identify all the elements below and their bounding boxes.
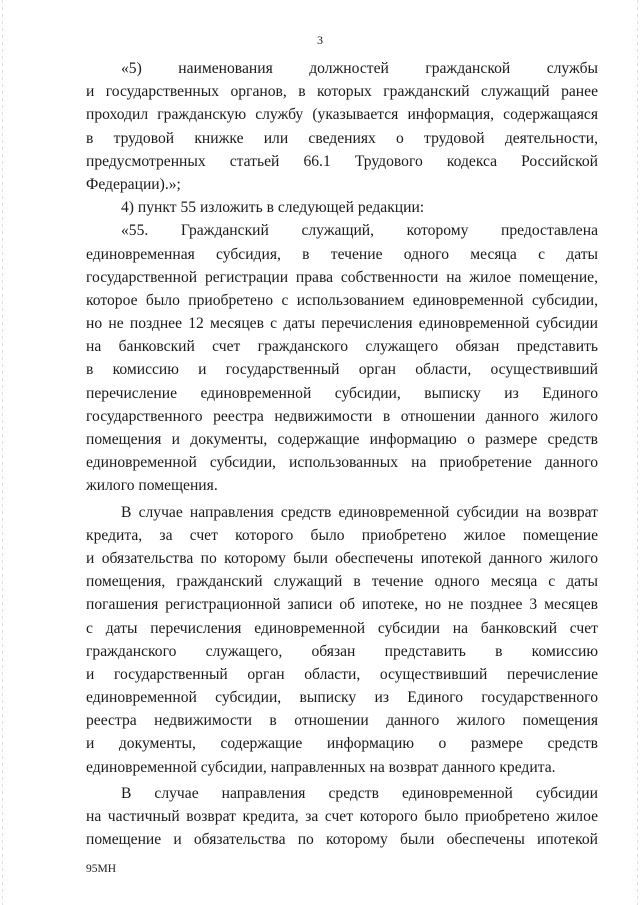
text-line: в трудовой книжке или сведениях о трудовой деятельности,: [86, 129, 598, 147]
text-line: но не позднее 12 месяцев с даты перечисления единовременной субсидии: [86, 315, 598, 333]
text-line: государственной регистрации права собственности на жилое помещение,: [86, 268, 598, 286]
page-number: 3: [317, 33, 323, 47]
text-line: и государственных органов, в которых гражданский служащий ранее: [86, 83, 598, 101]
text-line: В случае направления средств единовременной субсидии на возврат: [121, 503, 598, 521]
text-line: государственного реестра недвижимости в отношении данного жилого: [86, 407, 598, 425]
paragraph-credit-repayment: [86, 501, 598, 779]
text-line: гражданского служащего, обязан представить в комиссию: [86, 642, 598, 660]
text-line: которое было приобретено с использованием единовременной субсидии,: [86, 291, 598, 309]
text-line: погашения регистрационной записи об ипотеке, но не позднее 3 месяцев: [86, 596, 598, 614]
scan-edge-left: [2, 0, 3, 905]
text-line: единовременная субсидия, в течение одного месяца с даты: [86, 245, 598, 263]
text-line: «55. Гражданский служащий, которому предоставлена: [121, 222, 598, 240]
text-line: на банковский счет гражданского служащего обязан представить: [86, 338, 598, 356]
document-body: [86, 57, 598, 851]
paragraph-item-5: [86, 57, 598, 196]
text-line: в комиссию и государственный орган области, осуществивший: [86, 361, 598, 379]
document-code-footer: 95МН: [86, 863, 117, 875]
text-line: В случае направления средств единовременной субсидии: [121, 784, 598, 802]
text-line: с даты перечисления единовременной субсидии на банковский счет: [86, 619, 598, 637]
text-line: «5) наименования должностей гражданской службы: [121, 60, 598, 77]
text-line: кредита, за счет которого было приобретено жилое помещение: [86, 526, 598, 544]
text-line: реестра недвижимости в отношении данного жилого помещения: [86, 712, 598, 730]
text-line: жилого помещения.: [86, 477, 218, 495]
paragraph-partial-repayment: [86, 782, 598, 852]
text-line: и обязательства по которому были обеспечены ипотекой данного жилого: [86, 549, 598, 567]
text-line: 4) пункт 55 изложить в следующей редакции:: [121, 199, 425, 217]
scan-edge-right: [637, 0, 638, 905]
text-line: помещения, гражданский служащий в течение одного месяца с даты: [86, 573, 598, 591]
text-line: Федерации).»;: [86, 175, 181, 193]
text-line: помещения и документы, содержащие информацию о размере средств: [86, 431, 598, 448]
paragraph-point-55: [86, 219, 598, 497]
paragraph-item-4-intro: [86, 196, 598, 219]
text-line: перечисление единовременной субсидии, выписку из Единого: [86, 384, 598, 402]
text-line: единовременной субсидии, выписку из Единого государственного: [86, 689, 598, 707]
text-line: предусмотренных статьей 66.1 Трудового кодекса Российской: [86, 152, 598, 170]
text-line: и документы, содержащие информацию о размере средств: [86, 735, 598, 753]
text-line: единовременной субсидии, использованных на приобретение данного: [86, 454, 598, 472]
text-line: и государственный орган области, осуществивший перечисление: [86, 665, 598, 683]
text-line: помещение и обязательства по которому были обеспечены ипотекой: [86, 831, 598, 849]
text-line: единовременной субсидии, направленных на возврат данного кредита.: [86, 758, 556, 776]
text-line: проходил гражданскую службу (указывается информация, содержащаяся: [86, 106, 598, 124]
text-line: на частичный возврат кредита, за счет которого было приобретено жилое: [86, 808, 598, 825]
